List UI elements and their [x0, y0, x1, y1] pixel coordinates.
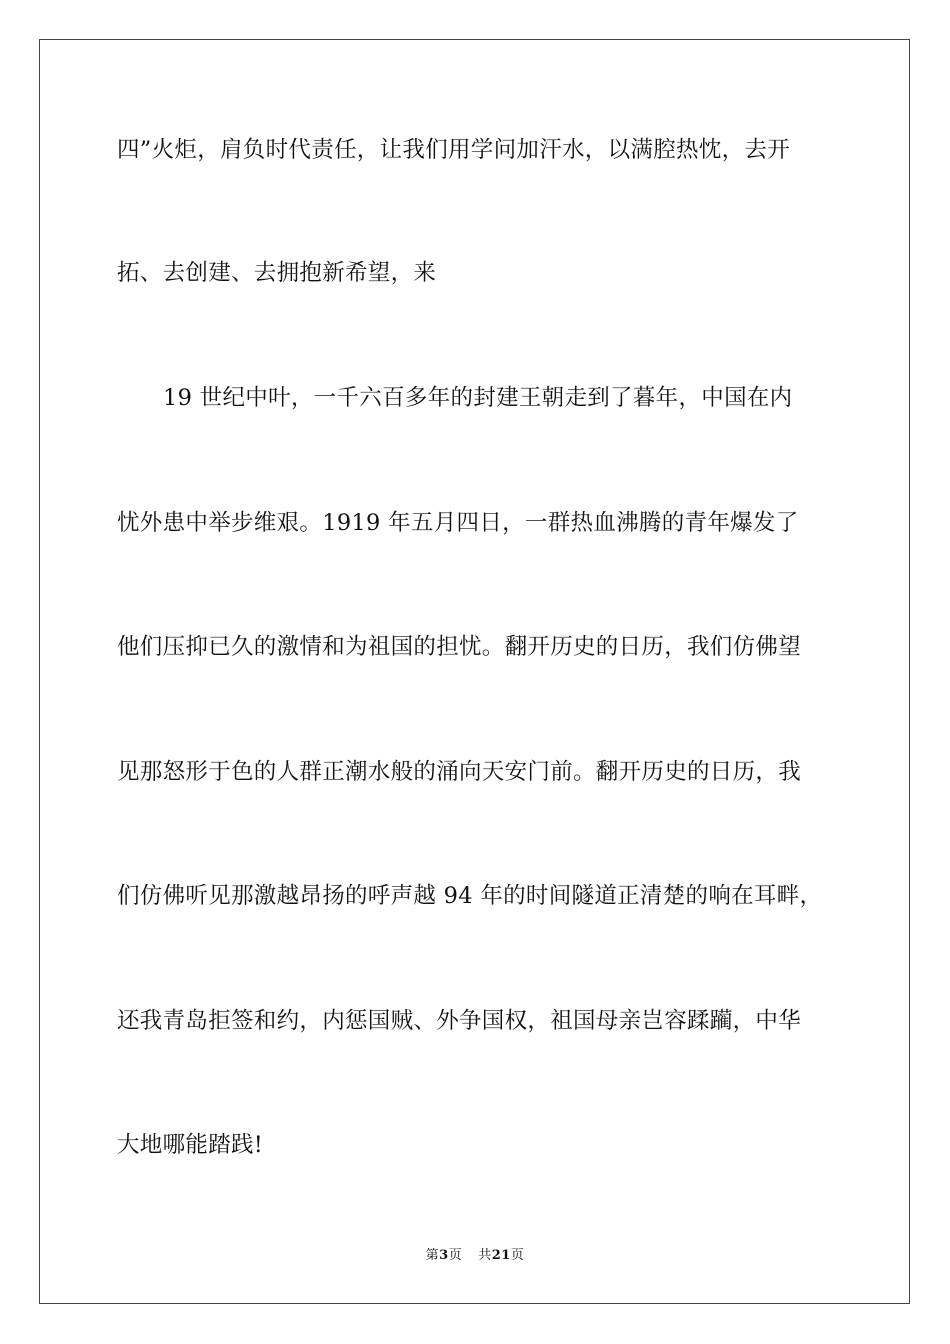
- text-line-5: 他们压抑已久的激情和为祖国的担忧。翻开历史的日历，我们仿佛望: [117, 634, 802, 660]
- page-prefix: 第: [425, 1248, 440, 1263]
- total-pages: 21: [491, 1248, 511, 1263]
- text-line-3: 19 世纪中叶，一千六百多年的封建王朝走到了暮年，中国在内: [163, 385, 793, 411]
- text-line-4: 忧外患中举步维艰。1919 年五月四日，一群热血沸腾的青年爆发了: [117, 510, 799, 536]
- total-suffix: 页: [510, 1248, 525, 1263]
- text-line-7: 们仿佛听见那激越昂扬的呼声越 94 年的时间隧道正清楚的响在耳畔，: [117, 883, 823, 909]
- page-frame: [39, 39, 910, 1304]
- text-line-6: 见那怒形于色的人群正潮水般的涌向天安门前。翻开历史的日历，我: [117, 759, 802, 785]
- page-suffix: 页: [448, 1248, 463, 1263]
- text-line-1: 四”火炬，肩负时代责任，让我们用学问加汗水，以满腔热忱，去开: [117, 137, 791, 163]
- text-line-9: 大地哪能踏践!: [117, 1132, 264, 1158]
- text-line-2: 拓、去创建、去拥抱新希望，来: [117, 260, 437, 286]
- text-line-8: 还我青岛拒签和约，内惩国贼、外争国权，祖国母亲岂容蹂躏，中华: [117, 1008, 802, 1034]
- page-footer: [0, 1247, 950, 1265]
- page-number: 3: [439, 1248, 449, 1263]
- total-prefix: 共: [478, 1248, 492, 1263]
